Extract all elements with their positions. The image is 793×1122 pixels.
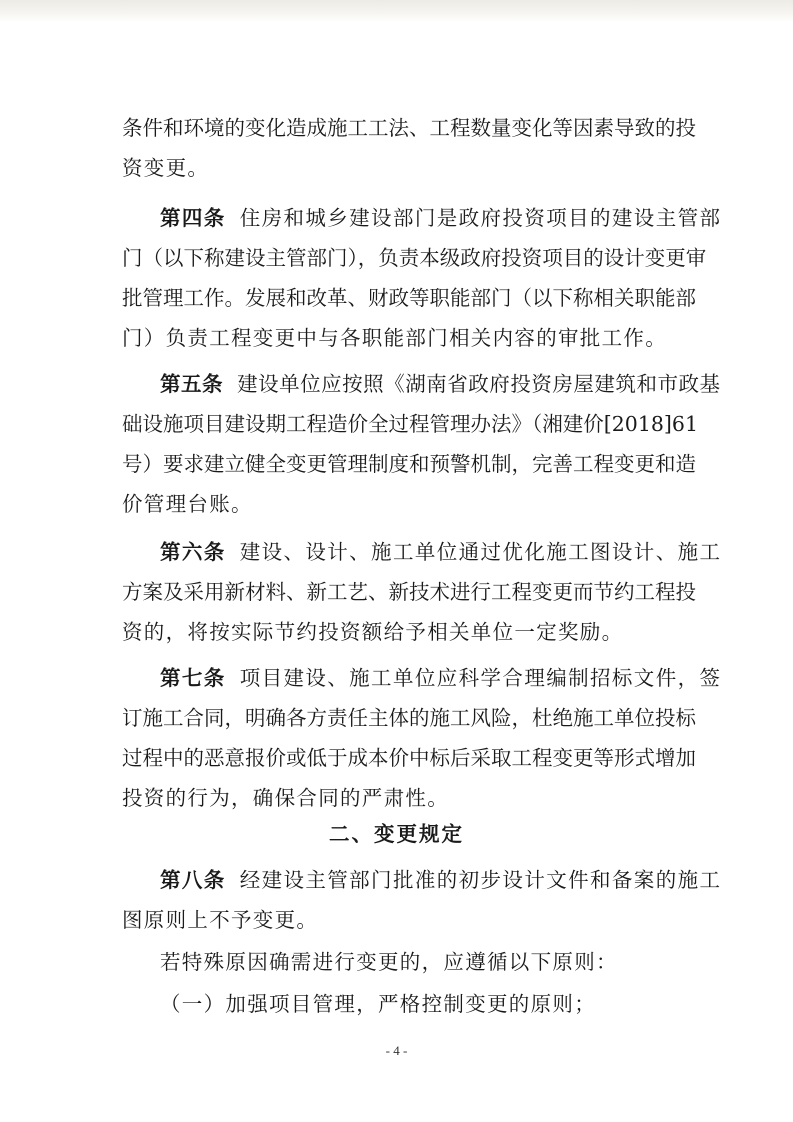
- text-segment: 经建设主管部门批准的初步设计文件和备案的施工: [239, 868, 720, 892]
- text-segment: 项目建设、施工单位应科学合理编制招标文件，签: [239, 666, 720, 690]
- article-6-line: [160, 538, 720, 566]
- article-4-label: 第四条: [160, 206, 226, 230]
- text-line: 若特殊原因确需进行变更的，应遵循以下原则：: [160, 950, 618, 974]
- text-line: 图原则上不予变更。: [122, 908, 319, 932]
- article-5-label: 第五条: [160, 372, 224, 396]
- article-8-line: [160, 866, 720, 894]
- text-line: 条件和环境的变化造成施工工法、工程数量变化等因素导致的投: [122, 116, 696, 140]
- article-4-line: [160, 204, 720, 232]
- text-line: 批管理工作。发展和改革、财政等职能部门（以下称相关职能部: [122, 286, 696, 310]
- text-line: 投资的行为，确保合同的严肃性。: [122, 786, 449, 810]
- section-heading: 二、变更规定: [329, 822, 464, 846]
- article-7-line: [160, 664, 720, 692]
- article-6-label: 第六条: [160, 540, 226, 564]
- text-line: 资的，将按实际节约投资额给予相关单位一定奖励。: [122, 620, 624, 644]
- text-line: 础设施项目建设期工程造价全过程管理办法》（湘建价[2018]61: [122, 412, 699, 436]
- text-line: 订施工合同，明确各方责任主体的施工风险，杜绝施工单位投标: [122, 706, 696, 730]
- text-line: 门）负责工程变更中与各职能部门相关内容的审批工作。: [122, 326, 667, 350]
- article-8-label: 第八条: [160, 868, 226, 892]
- text-line: 过程中的恶意报价或低于成本价中标后采取工程变更等形式增加: [122, 746, 696, 770]
- text-line: 号）要求建立健全变更管理制度和预警机制，完善工程变更和造: [122, 452, 696, 476]
- text-line: 资变更。: [122, 156, 210, 180]
- text-line: 价管理台账。: [122, 492, 253, 516]
- text-segment: 建设、设计、施工单位通过优化施工图设计、施工: [239, 540, 720, 564]
- article-7-label: 第七条: [160, 666, 226, 690]
- text-line: 门（以下称建设主管部门），负责本级政府投资项目的设计变更审: [122, 246, 707, 270]
- text-line: （一）加强项目管理，严格控制变更的原则；: [160, 992, 596, 1016]
- page-number: - 4 -: [385, 1043, 408, 1058]
- text-segment: 住房和城乡建设部门是政府投资项目的建设主管部: [239, 206, 720, 230]
- text-segment: 建设单位应按照《湖南省政府投资房屋建筑和市政基: [237, 372, 721, 396]
- text-line: 方案及采用新材料、新工艺、新技术进行工程变更而节约工程投: [122, 580, 696, 604]
- article-5-line: [160, 370, 720, 398]
